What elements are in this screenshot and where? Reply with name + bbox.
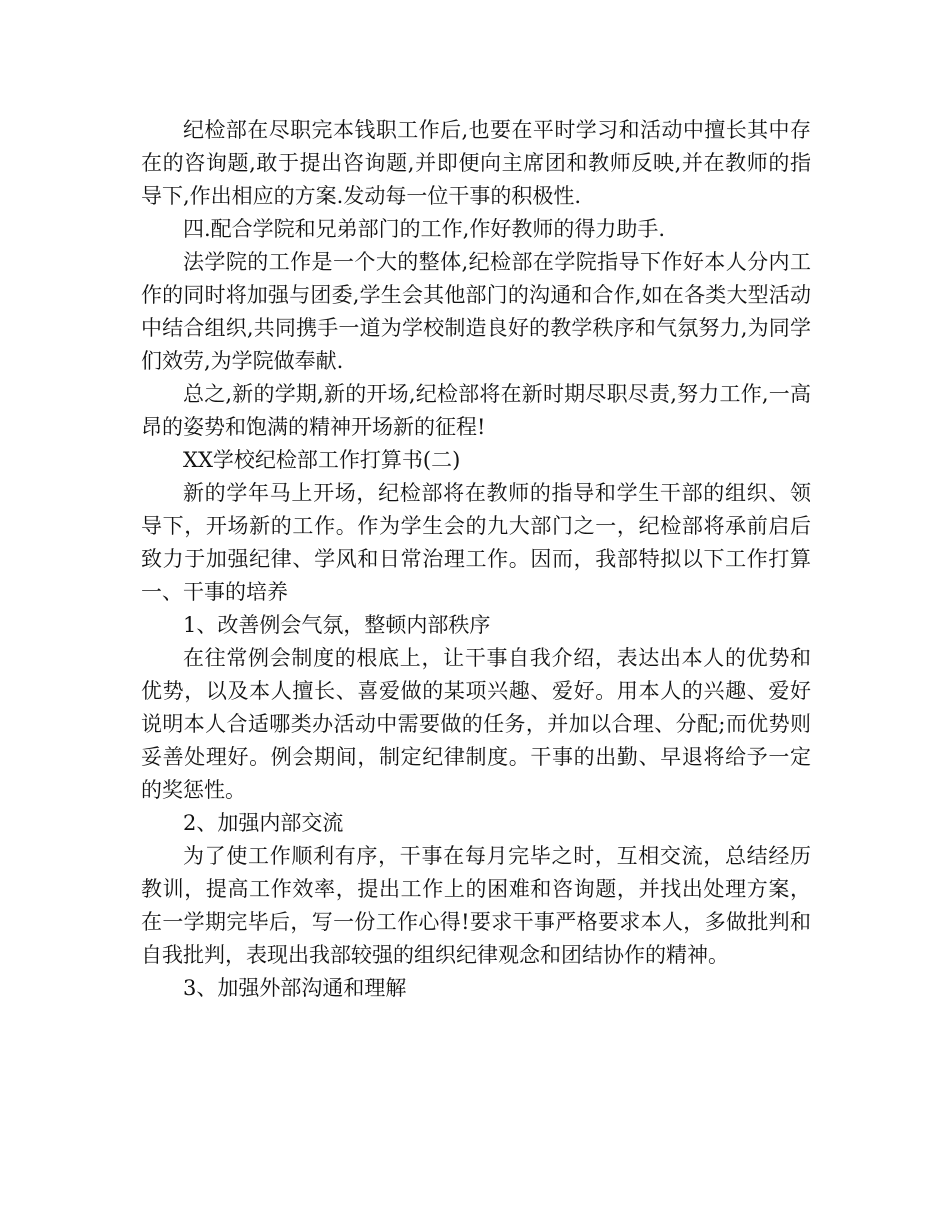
heading-section-four: 四.配合学院和兄弟部门的工作,作好教师的得力助手. [183,217,666,241]
paragraph-internal-exchange: 为了使工作顺利有序，干事在每月完毕之时，互相交流，总结经历教训，提高工作效率，提出工作上的困难和咨询题，并找出处理方案，在一学期完毕后，写一份工作心得!要求干事严格要求本人，多做批判和自我批判，表现出我部较强的组织纪律观念和团结协作的精神。 [141,844,811,967]
paragraph-inspection-duties: 纪检部在尽职完本钱职工作后,也要在平时学习和活动中擅长其中存在的咨询题,敢于提出咨询题,并即便向主席团和教师反映,并在教师的指导下,作出相应的方案.发动每一位干事的积极性. [141,118,811,208]
paragraph-new-year-intro: 新的学年马上开场，纪检部将在教师的指导和学生干部的组织、领导下，开场新的工作。作为学生会的九大部门之一，纪检部将承前启后致力于加强纪律、学风和日常治理工作。因而，我部特拟以下工作打算 一、干事的培养 [141,481,853,604]
paragraph-conclusion: 总之,新的学期,新的开场,纪检部将在新时期尽职尽责,努力工作,一高昂的姿势和饱满的精神开场新的征程! [141,382,811,439]
heading-item-1: 1、改善例会气氛，整顿内部秩序 [183,613,491,637]
heading-item-2: 2、加强内部交流 [183,811,344,835]
document-page [141,114,853,1005]
heading-item-3: 3、加强外部沟通和理解 [183,976,407,1000]
paragraph-law-school-cooperation: 法学院的工作是一个大的整体,纪检部在学院指导下作好本人分内工作的同时将加强与团委,学生会其他部门的沟通和合作,如在各类大型活动中结合组织,共同携手一道为学校制造良好的教学秩序和气氛努力,为同学们效劳,为学院做奉献. [141,250,811,373]
document-subtitle: XX学校纪检部工作打算书(二) [183,448,461,472]
paragraph-meeting-system: 在往常例会制度的根底上，让干事自我介绍，表达出本人的优势和优势，以及本人擅长、喜爱做的某项兴趣、爱好。用本人的兴趣、爱好说明本人合适哪类办活动中需要做的任务，并加以合理、分配;而优势则妥善处理好。例会期间，制定纪律制度。干事的出勤、早退将给予一定的奖惩性。 [141,646,811,802]
